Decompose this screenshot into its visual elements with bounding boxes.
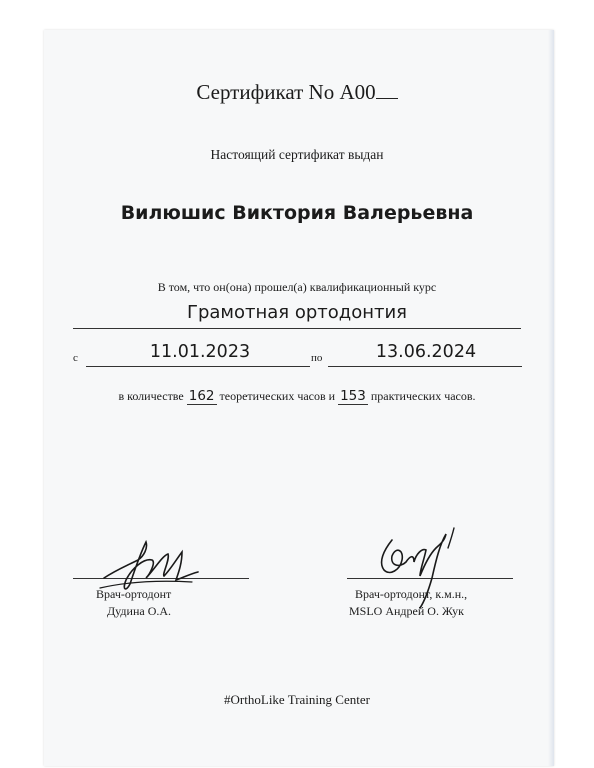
hours-middle: теоретических часов и: [219, 389, 336, 403]
signatory-right-name: MSLO Андрей О. Жук: [349, 604, 464, 618]
issued-text: Настоящий сертификат выдан: [210, 147, 384, 162]
certificate-title: Сертификат No А00: [0, 80, 594, 105]
hours-prefix: в количестве: [118, 389, 184, 403]
hours-suffix: практических часов.: [370, 389, 476, 403]
date-from-underline: [86, 366, 310, 367]
signatory-left-name: Дудина О.А.: [107, 604, 172, 618]
date-to-underline: [328, 366, 522, 367]
hours-line: [0, 388, 594, 405]
course-underline: [73, 328, 521, 329]
signatory-right-role: Врач-ортодонт, к.м.н.,: [355, 587, 468, 601]
date-to: 13.06.2024: [375, 342, 477, 362]
date-to-label: по: [311, 352, 323, 364]
theory-hours: 162: [188, 388, 215, 404]
course-name: Грамотная ортодонтия: [186, 302, 408, 323]
date-from: 11.01.2023: [149, 342, 251, 362]
recipient-name: Вилюшис Виктория Валерьевна: [120, 202, 474, 224]
signatory-left-role: Врач-ортодонт: [96, 587, 172, 601]
practice-hours: 153: [340, 388, 366, 404]
basis-text: В том, что он(она) прошел(а) квалификационный курс: [157, 280, 437, 294]
date-from-label: с: [73, 352, 78, 364]
footer-text: #OrthoLike Training Center: [224, 692, 370, 707]
